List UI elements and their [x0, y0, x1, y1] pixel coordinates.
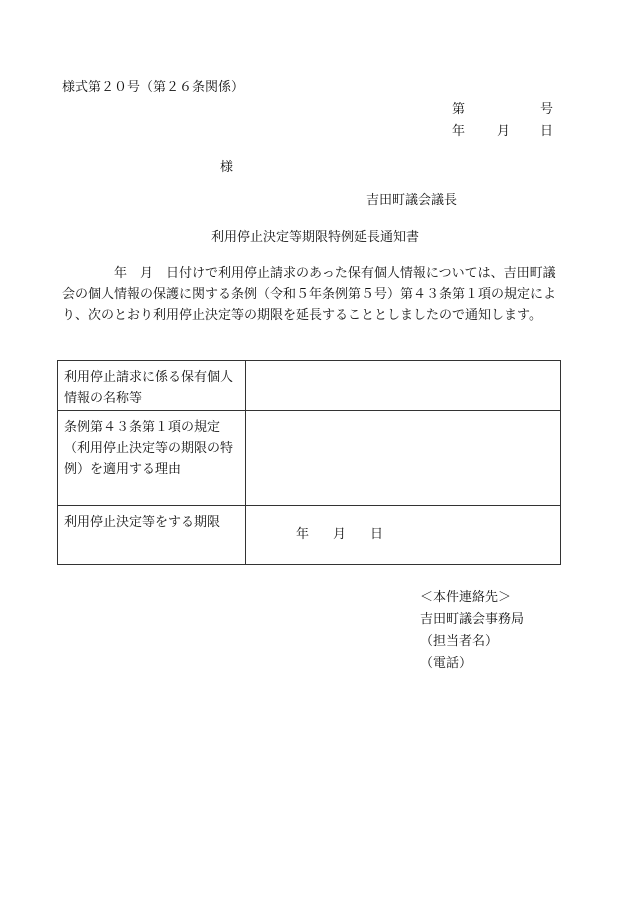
date-day-label: 日 [540, 124, 554, 139]
date-year-label: 年 [452, 124, 466, 139]
deadline-value [246, 506, 561, 565]
table-row [58, 361, 561, 411]
table-row [58, 411, 561, 506]
deadline-year-label: 年 [296, 527, 310, 542]
addressee-honorific: 様 [220, 160, 234, 175]
deadline-month-label: 月 [333, 527, 347, 542]
contact-heading: ＜本件連絡先＞ [420, 590, 512, 605]
deadline-day-label: 日 [370, 527, 384, 542]
sender-name: 吉田町議会議長 [366, 193, 458, 208]
doc-number-prefix: 第 [452, 102, 466, 117]
contact-office: 吉田町議会事務局 [420, 612, 525, 627]
contact-person: （担当者名） [420, 634, 499, 649]
form-number: 様式第２０号（第２６条関係） [62, 80, 245, 95]
body-paragraph: 年 月 日付けで利用停止請求のあった保有個人情報については、吉田町議会の個人情報の保護に関する条例（令和５年条例第５号）第４３条第１項の規定により、次のとおり利用停止決定等の期限を延長することとしましたので通知します。 [62, 266, 557, 323]
contact-phone: （電話） [420, 656, 473, 671]
document-title: 利用停止決定等期限特例延長通知書 [210, 230, 419, 245]
reason-label: 条例第４３条第１項の規定（利用停止決定等の期限の特例）を適用する理由 [58, 411, 246, 506]
date-month-label: 月 [497, 124, 511, 139]
info-name-label: 利用停止請求に係る保有個人情報の名称等 [58, 361, 246, 411]
reason-value [246, 411, 561, 506]
deadline-label: 利用停止決定等をする期限 [58, 506, 246, 565]
table-row [58, 506, 561, 565]
info-name-value [246, 361, 561, 411]
info-table [57, 360, 561, 565]
doc-number-suffix: 号 [540, 102, 554, 117]
